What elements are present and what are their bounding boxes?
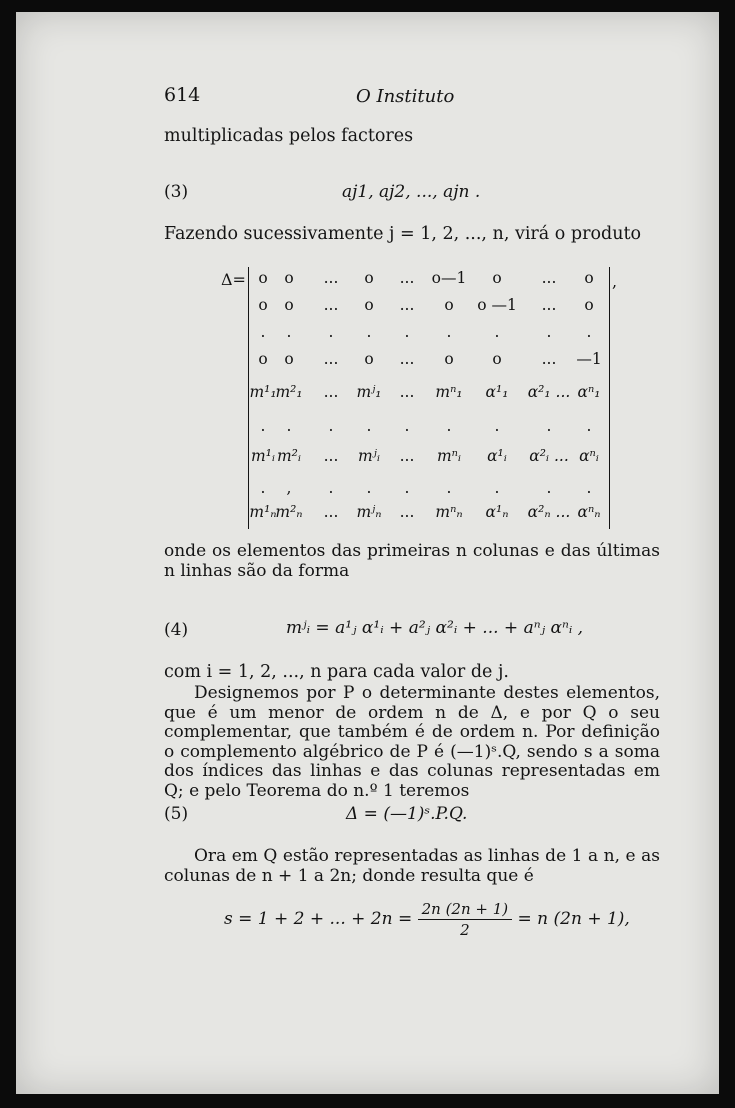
determinant-row: [249, 323, 609, 349]
fazendo-line: Fazendo sucessivamente j = 1, 2, ..., n, virá o produto: [164, 224, 642, 244]
determinant-cell: .: [446, 479, 452, 497]
final-eq-denominator: 2: [460, 921, 470, 939]
determinant-cell: α²₁ ...: [527, 383, 571, 401]
determinant-cell: ...: [399, 383, 415, 401]
determinant-cell: ...: [399, 350, 415, 368]
determinant-cell: m²ₙ: [275, 503, 303, 521]
determinant-cell: m²₁: [275, 383, 303, 401]
determinant-row: [249, 383, 609, 409]
determinant-cell: .: [586, 323, 592, 341]
determinant-cell: m¹₁: [249, 383, 277, 401]
determinant-cell: αⁿᵢ: [579, 447, 599, 465]
determinant-cell: α¹₁: [485, 383, 509, 401]
final-eq-fraction: [418, 900, 513, 939]
determinant-cell: o—1: [431, 269, 467, 287]
determinant-cell: α²ᵢ ...: [529, 447, 569, 465]
equation-4: mʲᵢ = a¹ⱼ α¹ᵢ + a²ⱼ α²ᵢ + ... + aⁿⱼ αⁿᵢ ,: [286, 618, 584, 638]
equation-5-label: (5): [164, 804, 189, 824]
determinant-cell: .: [286, 417, 292, 435]
determinant-cell: .: [328, 323, 334, 341]
determinant-cell: mⁿₙ: [435, 503, 463, 521]
intro-line: multiplicadas pelos factores: [164, 126, 414, 146]
final-eq-rhs: = n (2n + 1),: [517, 909, 630, 929]
determinant-cell: mʲᵢ: [358, 447, 380, 465]
determinant-cell: ...: [541, 296, 557, 314]
determinant-cell: ...: [323, 383, 339, 401]
determinant-cell: α²ₙ ...: [527, 503, 571, 521]
determinant-cell: .: [328, 417, 334, 435]
book-page: [16, 12, 719, 1094]
running-title: O Instituto: [356, 86, 455, 107]
determinant-cell: .: [446, 417, 452, 435]
determinant-cell: o: [444, 296, 454, 314]
determinant-cell: ...: [399, 447, 415, 465]
determinant-cell: .: [494, 323, 500, 341]
determinant-matrix: [248, 267, 610, 529]
equation-3: aj1, aj2, ..., ajn .: [342, 182, 481, 202]
determinant-cell: .: [546, 417, 552, 435]
determinant-cell: ...: [399, 503, 415, 521]
determinant-cell: ...: [323, 296, 339, 314]
determinant-cell: .: [366, 417, 372, 435]
determinant-cell: .: [494, 417, 500, 435]
determinant-cell: .: [546, 479, 552, 497]
determinant-cell: .: [404, 417, 410, 435]
determinant-cell: mⁿᵢ: [436, 447, 462, 465]
designemos-paragraph: Designemos por P o determinante destes elementos, que é um menor de ordem n de Δ, e por Q o seu complementar, que também é de ordem n. Por definição o complemento algébrico de P é (—1)ˢ.Q, sendo s a soma dos índices das linhas e das colunas representadas em Q; e pelo Teorema do n.º 1 teremos: [164, 683, 660, 801]
determinant-cell: m¹ᵢ: [250, 447, 276, 465]
determinant-cell: mʲ₁: [356, 383, 382, 401]
com-line: com i = 1, 2, ..., n para cada valor de j.: [164, 662, 509, 682]
final-equation: [224, 900, 630, 939]
determinant-cell: .: [366, 479, 372, 497]
determinant-cell: o: [284, 296, 294, 314]
determinant-cell: o: [258, 350, 268, 368]
determinant-cell: ,: [286, 479, 292, 497]
determinant-row: [249, 447, 609, 473]
determinant-cell: ...: [399, 296, 415, 314]
determinant-cell: m¹ₙ: [249, 503, 277, 521]
page-number: 614: [164, 84, 201, 106]
determinant-cell: .: [328, 479, 334, 497]
determinant-row: [249, 296, 609, 322]
final-eq-lhs: s = 1 + 2 + ... + 2n =: [224, 909, 413, 929]
equation-4-label: (4): [164, 620, 189, 640]
determinant-cell: ...: [323, 269, 339, 287]
determinant-cell: o: [444, 350, 454, 368]
determinant-cell: o: [584, 269, 594, 287]
determinant-cell: m²ᵢ: [276, 447, 302, 465]
determinant-cell: .: [260, 323, 266, 341]
determinant-cell: o: [492, 350, 502, 368]
determinant-cell: αⁿ₁: [577, 383, 601, 401]
determinant-row: [249, 269, 609, 295]
determinant-cell: .: [494, 479, 500, 497]
determinant-cell: .: [546, 323, 552, 341]
determinant-cell: mⁿ₁: [435, 383, 463, 401]
equation-5: Δ = (—1)ˢ.P.Q.: [346, 804, 468, 824]
determinant-row: [249, 417, 609, 443]
determinant-cell: o: [492, 269, 502, 287]
determinant-cell: ...: [323, 350, 339, 368]
determinant-cell: o: [284, 350, 294, 368]
determinant-cell: o: [258, 296, 268, 314]
determinant-cell: .: [586, 479, 592, 497]
determinant-cell: ...: [399, 269, 415, 287]
determinant-cell: o: [584, 296, 594, 314]
determinant-cell: —1: [576, 350, 602, 368]
determinant-cell: o: [364, 350, 374, 368]
determinant-cell: α¹ᵢ: [487, 447, 507, 465]
determinant-cell: mʲₙ: [356, 503, 382, 521]
determinant-cell: o: [284, 269, 294, 287]
determinant-cell: ...: [541, 269, 557, 287]
determinant-cell: ...: [323, 503, 339, 521]
determinant-cell: o: [364, 296, 374, 314]
determinant-cell: o: [258, 269, 268, 287]
determinant-cell: o: [364, 269, 374, 287]
ora-paragraph: Ora em Q estão representadas as linhas de 1 a n, e as colunas de n + 1 a 2n; donde resulta que é: [164, 846, 660, 886]
determinant-cell: .: [286, 323, 292, 341]
determinant-cell: .: [446, 323, 452, 341]
final-eq-numerator: 2n (2n + 1): [418, 900, 513, 920]
determinant-cell: .: [366, 323, 372, 341]
determinant-cell: ...: [323, 447, 339, 465]
after-determinant-text: onde os elementos das primeiras n colunas e das últimas n linhas são da forma: [164, 541, 660, 581]
determinant-comma: ,: [612, 272, 618, 291]
determinant-cell: o —1: [477, 296, 517, 314]
determinant-lhs: Δ=: [221, 270, 246, 289]
determinant-cell: .: [260, 417, 266, 435]
determinant-cell: αⁿₙ: [577, 503, 601, 521]
determinant-cell: α¹ₙ: [485, 503, 509, 521]
determinant-cell: .: [404, 479, 410, 497]
determinant-cell: ...: [541, 350, 557, 368]
determinant-cell: .: [586, 417, 592, 435]
equation-3-label: (3): [164, 182, 189, 202]
determinant-row: [249, 503, 609, 529]
determinant-cell: .: [404, 323, 410, 341]
determinant-cell: .: [260, 479, 266, 497]
determinant-row: [249, 350, 609, 376]
determinant-row: [249, 479, 609, 505]
